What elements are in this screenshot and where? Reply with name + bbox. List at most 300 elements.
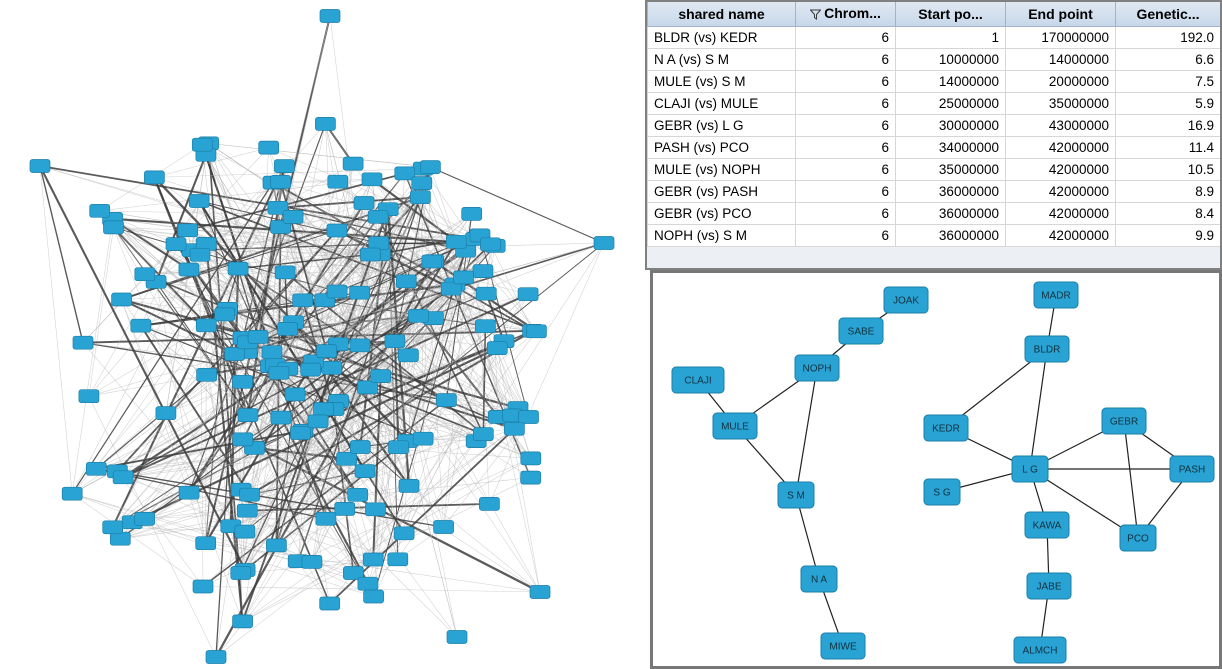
node-shape[interactable] [399,479,419,492]
cell-genetic[interactable]: 7.5 [1116,71,1221,93]
cell-shared-name[interactable]: N A (vs) S M [648,49,796,71]
cell-genetic[interactable]: 6.6 [1116,49,1221,71]
node-shape[interactable] [233,375,253,388]
node-shape[interactable] [398,349,418,362]
node-shape[interactable] [285,388,305,401]
node-shape[interactable] [394,527,414,540]
node-shape[interactable] [316,512,336,525]
network-node[interactable] [262,346,282,359]
cell-start-point[interactable]: 10000000 [896,49,1006,71]
node-shape[interactable] [112,293,132,306]
node-shape[interactable] [233,433,253,446]
network-node[interactable] [231,567,251,580]
node-shape[interactable] [104,221,124,234]
network-edge[interactable] [89,227,114,396]
network-node[interactable] [350,286,370,299]
node-shape[interactable] [350,339,370,352]
node-shape[interactable] [366,503,386,516]
node-shape[interactable] [487,342,507,355]
node-shape[interactable] [362,173,382,186]
cell-start-point[interactable]: 1 [896,27,1006,49]
network-node[interactable] [363,553,383,566]
table-row[interactable] [648,115,1221,137]
cell-end-point[interactable]: 42000000 [1006,181,1116,203]
table-row[interactable] [648,181,1221,203]
network-node[interactable] [271,411,291,424]
network-node[interactable] [518,288,538,301]
node-shape[interactable] [385,335,405,348]
network-node[interactable] [394,527,414,540]
node-shape[interactable] [454,271,474,284]
network-node[interactable] [233,615,253,628]
network-node[interactable] [293,294,313,307]
network-node[interactable] [521,452,541,465]
network-node[interactable] [135,512,155,525]
node-shape[interactable] [262,346,282,359]
node-shape[interactable] [179,263,199,276]
column-header-end-point[interactable]: End point [1006,2,1116,27]
node-shape[interactable] [237,504,257,517]
node-shape[interactable] [410,191,430,204]
network-node[interactable] [398,349,418,362]
column-header-start-point[interactable]: Start po... [896,2,1006,27]
cell-genetic[interactable]: 8.4 [1116,203,1221,225]
network-node[interactable] [271,175,291,188]
column-header-chromosome[interactable] [796,2,896,27]
cell-end-point[interactable]: 42000000 [1006,137,1116,159]
small-network-panel[interactable] [650,270,1222,669]
node-shape[interactable] [363,553,383,566]
network-node[interactable] [248,330,268,343]
network-node[interactable] [196,319,216,332]
node-shape[interactable] [447,631,467,644]
node-shape[interactable] [348,488,368,501]
network-node[interactable] [62,487,82,500]
table-row[interactable] [648,49,1221,71]
node-shape[interactable] [302,555,322,568]
node-shape[interactable] [337,452,357,465]
network-node[interactable] [454,271,474,284]
network-node-pash[interactable] [1170,456,1214,482]
node-shape[interactable] [422,255,442,268]
network-node[interactable] [274,160,294,173]
small-network-canvas[interactable] [653,273,1219,666]
network-node[interactable] [355,465,375,478]
node-shape[interactable] [479,497,499,510]
network-node[interactable] [480,238,500,251]
node-shape[interactable] [193,580,213,593]
network-node[interactable] [178,224,198,237]
network-node[interactable] [385,335,405,348]
node-shape[interactable] [293,294,313,307]
cell-shared-name[interactable]: CLAJI (vs) MULE [648,93,796,115]
network-node-sabe[interactable] [839,318,883,344]
network-node[interactable] [476,287,496,300]
node-shape[interactable] [521,471,541,484]
network-edge[interactable] [430,167,604,243]
network-node[interactable] [103,521,123,534]
network-node[interactable] [238,409,258,422]
network-node[interactable] [396,275,416,288]
network-node[interactable] [420,161,440,174]
node-shape[interactable] [368,210,388,223]
node-shape[interactable] [248,330,268,343]
node-shape[interactable] [30,160,50,173]
node-shape[interactable] [434,521,454,534]
network-edge[interactable] [40,166,72,494]
node-shape[interactable] [259,141,279,154]
network-node[interactable] [436,394,456,407]
network-node-mule[interactable] [713,413,757,439]
network-node[interactable] [350,339,370,352]
node-shape[interactable] [135,512,155,525]
cell-shared-name[interactable]: MULE (vs) NOPH [648,159,796,181]
network-node[interactable] [410,191,430,204]
node-shape[interactable] [409,309,429,322]
network-edge[interactable] [72,219,112,494]
node-shape[interactable] [197,368,217,381]
table-row[interactable] [648,225,1221,247]
network-node[interactable] [193,580,213,593]
network-node[interactable] [327,285,347,298]
network-node-joak[interactable] [884,287,928,313]
network-node[interactable] [110,532,130,545]
cell-shared-name[interactable]: BLDR (vs) KEDR [648,27,796,49]
node-shape[interactable] [327,224,347,237]
node-shape[interactable] [519,411,539,424]
cell-genetic[interactable]: 9.9 [1116,225,1221,247]
network-edge[interactable] [72,494,203,587]
node-shape[interactable] [215,308,235,321]
network-node-almch[interactable] [1014,637,1066,663]
table-row[interactable] [648,203,1221,225]
node-shape[interactable] [314,403,334,416]
table-row[interactable] [648,27,1221,49]
cell-chromosome[interactable]: 6 [796,137,896,159]
cell-chromosome[interactable]: 6 [796,115,896,137]
network-node[interactable] [473,428,493,441]
network-node[interactable] [86,462,106,475]
node-shape[interactable] [413,432,433,445]
node-shape[interactable] [73,336,93,349]
node-shape[interactable] [322,361,342,374]
network-node[interactable] [189,195,209,208]
network-node[interactable] [283,210,303,223]
node-shape[interactable] [335,502,355,515]
network-node[interactable] [322,361,342,374]
network-node[interactable] [301,363,321,376]
node-shape[interactable] [206,651,226,664]
network-node[interactable] [278,322,298,335]
cell-genetic[interactable]: 11.4 [1116,137,1221,159]
node-shape[interactable] [79,390,99,403]
network-node[interactable] [366,503,386,516]
cell-start-point[interactable]: 14000000 [896,71,1006,93]
network-node[interactable] [315,117,335,130]
edge-table-panel[interactable] [645,0,1222,270]
network-node[interactable] [368,210,388,223]
cell-shared-name[interactable]: PASH (vs) PCO [648,137,796,159]
network-node[interactable] [235,525,255,538]
filter-icon[interactable] [810,7,821,23]
cell-start-point[interactable]: 35000000 [896,159,1006,181]
cell-genetic[interactable]: 16.9 [1116,115,1221,137]
node-shape[interactable] [274,160,294,173]
node-shape[interactable] [291,427,311,440]
cell-start-point[interactable]: 25000000 [896,93,1006,115]
network-node-l-g[interactable] [1012,456,1048,482]
network-node[interactable] [446,235,466,248]
node-shape[interactable] [420,161,440,174]
node-shape[interactable] [90,204,110,217]
network-node[interactable] [73,336,93,349]
network-node[interactable] [358,577,378,590]
node-shape[interactable] [518,288,538,301]
network-node[interactable] [530,586,550,599]
node-shape[interactable] [196,319,216,332]
node-shape[interactable] [131,319,151,332]
table-row[interactable] [648,159,1221,181]
network-edge[interactable] [1030,349,1047,469]
cell-start-point[interactable]: 36000000 [896,203,1006,225]
cell-start-point[interactable]: 30000000 [896,115,1006,137]
network-node-pco[interactable] [1120,525,1156,551]
cell-chromosome[interactable]: 6 [796,93,896,115]
network-node[interactable] [179,263,199,276]
table-row[interactable] [648,71,1221,93]
node-shape[interactable] [473,265,493,278]
cell-shared-name[interactable]: MULE (vs) S M [648,71,796,93]
node-shape[interactable] [156,407,176,420]
network-edge[interactable] [40,166,83,343]
network-node[interactable] [328,175,348,188]
network-node-jabe[interactable] [1027,573,1071,599]
network-node[interactable] [462,207,482,220]
network-node[interactable] [179,486,199,499]
network-node-bldr[interactable] [1025,336,1069,362]
network-node-kedr[interactable] [924,415,968,441]
network-node[interactable] [302,555,322,568]
cell-shared-name[interactable]: GEBR (vs) L G [648,115,796,137]
node-shape[interactable] [462,207,482,220]
network-node[interactable] [196,537,216,550]
node-shape[interactable] [521,452,541,465]
cell-shared-name[interactable]: GEBR (vs) PCO [648,203,796,225]
network-node[interactable] [206,651,226,664]
cell-start-point[interactable]: 36000000 [896,225,1006,247]
network-node[interactable] [388,553,408,566]
node-shape[interactable] [113,471,133,484]
network-node[interactable] [371,370,391,383]
network-node[interactable] [104,221,124,234]
network-node[interactable] [112,293,132,306]
cell-genetic[interactable]: 8.9 [1116,181,1221,203]
node-shape[interactable] [196,537,216,550]
node-shape[interactable] [238,409,258,422]
cell-shared-name[interactable]: GEBR (vs) PASH [648,181,796,203]
node-shape[interactable] [389,441,409,454]
cell-end-point[interactable]: 42000000 [1006,159,1116,181]
node-shape[interactable] [475,320,495,333]
node-shape[interactable] [189,195,209,208]
network-node[interactable] [275,266,295,279]
network-node[interactable] [479,497,499,510]
network-node[interactable] [317,345,337,358]
node-shape[interactable] [350,441,370,454]
node-shape[interactable] [110,532,130,545]
cell-chromosome[interactable]: 6 [796,49,896,71]
node-shape[interactable] [317,345,337,358]
network-node[interactable] [233,375,253,388]
network-node[interactable] [291,427,311,440]
node-shape[interactable] [283,210,303,223]
cell-chromosome[interactable]: 6 [796,181,896,203]
cell-chromosome[interactable]: 6 [796,159,896,181]
cell-chromosome[interactable]: 6 [796,27,896,49]
node-shape[interactable] [530,586,550,599]
node-shape[interactable] [225,348,245,361]
node-shape[interactable] [103,521,123,534]
network-node[interactable] [190,248,210,261]
node-shape[interactable] [86,462,106,475]
node-shape[interactable] [355,465,375,478]
node-shape[interactable] [228,262,248,275]
node-shape[interactable] [480,238,500,251]
node-shape[interactable] [135,268,155,281]
network-node[interactable] [413,432,433,445]
network-node[interactable] [475,320,495,333]
node-shape[interactable] [301,363,321,376]
node-shape[interactable] [476,287,496,300]
node-shape[interactable] [594,237,614,250]
network-edge[interactable] [796,368,817,495]
network-node-s-g[interactable] [924,479,960,505]
network-edge[interactable] [1124,421,1138,538]
network-node[interactable] [320,10,340,23]
network-node[interactable] [259,141,279,154]
network-node[interactable] [197,368,217,381]
cell-end-point[interactable]: 42000000 [1006,203,1116,225]
node-shape[interactable] [358,577,378,590]
network-node[interactable] [144,171,164,184]
cell-genetic[interactable]: 192.0 [1116,27,1221,49]
network-node-noph[interactable] [795,355,839,381]
network-node[interactable] [233,433,253,446]
cell-chromosome[interactable]: 6 [796,225,896,247]
network-node[interactable] [422,255,442,268]
network-node[interactable] [526,325,546,338]
column-header-shared-name[interactable]: shared name [648,2,796,27]
network-node[interactable] [473,265,493,278]
edge-table[interactable] [647,2,1221,247]
cell-genetic[interactable]: 5.9 [1116,93,1221,115]
network-node[interactable] [409,309,429,322]
network-node[interactable] [354,197,374,210]
node-shape[interactable] [343,157,363,170]
network-node[interactable] [228,262,248,275]
node-shape[interactable] [327,285,347,298]
cell-end-point[interactable]: 43000000 [1006,115,1116,137]
network-node[interactable] [156,407,176,420]
table-body[interactable] [648,27,1221,247]
network-node[interactable] [434,521,454,534]
network-node[interactable] [135,268,155,281]
cell-chromosome[interactable]: 6 [796,203,896,225]
node-shape[interactable] [231,567,251,580]
node-shape[interactable] [178,224,198,237]
network-node[interactable] [269,366,289,379]
node-shape[interactable] [436,394,456,407]
node-shape[interactable] [388,553,408,566]
network-node[interactable] [79,390,99,403]
node-shape[interactable] [315,117,335,130]
network-node[interactable] [266,539,286,552]
node-shape[interactable] [192,138,212,151]
network-node-s-m[interactable] [778,482,814,508]
node-shape[interactable] [308,415,328,428]
network-node[interactable] [327,224,347,237]
node-shape[interactable] [473,428,493,441]
network-edge[interactable] [209,143,431,167]
network-node[interactable] [521,471,541,484]
network-node[interactable] [320,597,340,610]
network-node[interactable] [30,160,50,173]
node-shape[interactable] [271,411,291,424]
network-node[interactable] [335,502,355,515]
network-node[interactable] [487,342,507,355]
node-shape[interactable] [190,248,210,261]
node-shape[interactable] [278,322,298,335]
node-shape[interactable] [364,590,384,603]
cell-genetic[interactable]: 10.5 [1116,159,1221,181]
network-node[interactable] [504,422,524,435]
node-shape[interactable] [179,486,199,499]
cell-chromosome[interactable]: 6 [796,71,896,93]
network-node[interactable] [285,388,305,401]
node-shape[interactable] [446,235,466,248]
network-node[interactable] [316,512,336,525]
node-shape[interactable] [275,266,295,279]
network-node[interactable] [594,237,614,250]
network-node-claji[interactable] [672,367,724,393]
network-edge[interactable] [422,183,444,527]
network-node[interactable] [364,590,384,603]
table-row[interactable] [648,93,1221,115]
node-shape[interactable] [144,171,164,184]
network-node[interactable] [308,415,328,428]
node-shape[interactable] [269,366,289,379]
network-node[interactable] [350,441,370,454]
network-node[interactable] [343,157,363,170]
cell-start-point[interactable]: 34000000 [896,137,1006,159]
network-node[interactable] [192,138,212,151]
cell-end-point[interactable]: 170000000 [1006,27,1116,49]
node-shape[interactable] [320,597,340,610]
network-edge[interactable] [495,243,604,246]
cell-end-point[interactable]: 35000000 [1006,93,1116,115]
cell-end-point[interactable]: 42000000 [1006,225,1116,247]
network-node[interactable] [519,411,539,424]
network-node[interactable] [447,631,467,644]
network-node[interactable] [131,319,151,332]
node-shape[interactable] [360,248,380,261]
network-node[interactable] [113,471,133,484]
node-shape[interactable] [266,539,286,552]
network-node[interactable] [399,479,419,492]
cell-end-point[interactable]: 14000000 [1006,49,1116,71]
network-node[interactable] [412,177,432,190]
network-edge[interactable] [497,348,540,592]
